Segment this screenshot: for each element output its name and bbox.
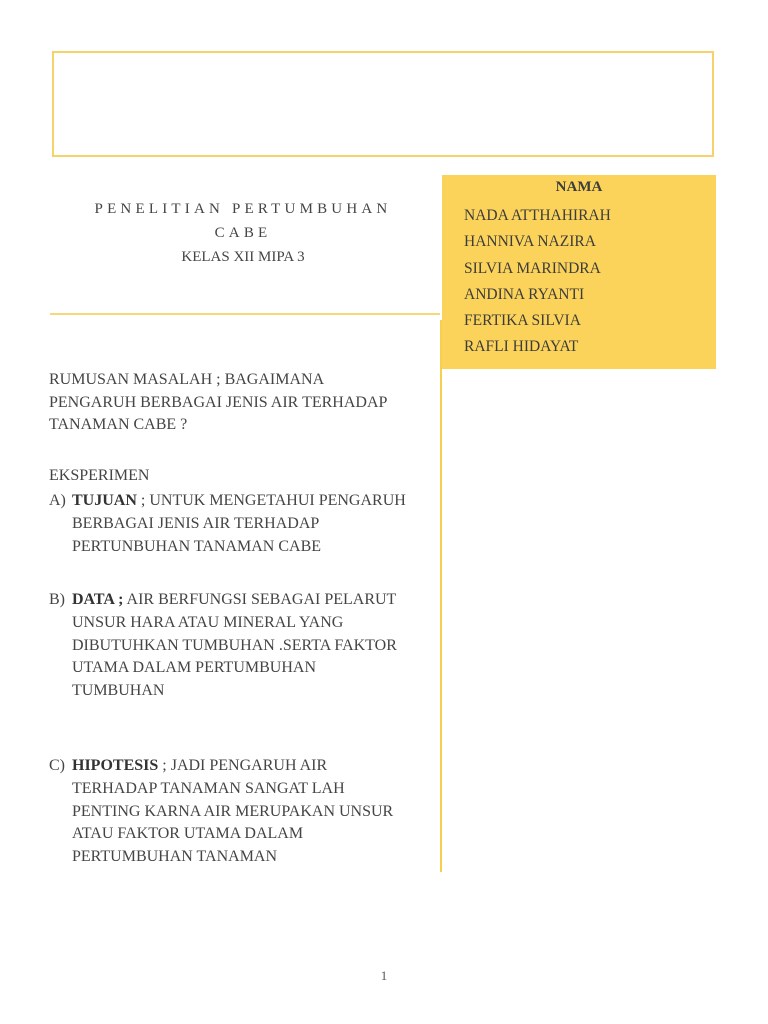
item-marker: A) <box>49 492 66 509</box>
item-text: AIR BERFUNGSI SEBAGAI PELARUT <box>123 591 397 608</box>
rumusan-line: RUMUSAN MASALAH ; BAGAIMANA <box>49 371 325 388</box>
item-tujuan <box>49 490 441 558</box>
rumusan-line: TANAMAN CABE ? <box>49 416 188 433</box>
list-item: FERTIKA SILVIA <box>464 312 581 330</box>
item-line: TUMBUHAN <box>72 682 165 700</box>
header-box <box>52 51 714 157</box>
item-line: ATAU FAKTOR UTAMA DALAM <box>72 825 304 843</box>
names-list <box>464 203 714 356</box>
eksperimen-heading: EKSPERIMEN <box>49 467 150 484</box>
list-item: RAFLI HIDAYAT <box>464 338 579 356</box>
item-line: PENTING KARNA AIR MERUPAKAN UNSUR <box>72 802 394 820</box>
list-item: ANDINA RYANTI <box>464 285 585 303</box>
item-line: BERBAGAI JENIS AIR TERHADAP <box>72 514 320 532</box>
item-label: HIPOTESIS <box>72 757 159 774</box>
title-line-1: PENELITIAN PERTUMBUHAN <box>94 201 392 217</box>
item-marker: B) <box>49 591 65 608</box>
list-item: HANNIVA NAZIRA <box>464 233 596 251</box>
item-label: TUJUAN <box>72 492 137 509</box>
names-panel <box>442 175 716 369</box>
item-marker: C) <box>49 757 65 774</box>
item-line: PERTUMBUHAN TANAMAN <box>72 848 278 866</box>
title-line-2: CABE <box>214 225 272 241</box>
item-line: PERTUNBUHAN TANAMAN CABE <box>72 537 322 555</box>
class-label: KELAS XII MIPA 3 <box>181 249 305 265</box>
item-text: ; UNTUK MENGETAHUI PENGARUH <box>136 492 406 509</box>
rumusan-masalah <box>49 369 441 437</box>
item-line: UNSUR HARA ATAU MINERAL YANG <box>72 613 344 631</box>
item-line: UTAMA DALAM PERTUMBUHAN <box>72 659 316 677</box>
item-label: DATA ; <box>72 591 124 608</box>
list-item: NADA ATTHAHIRAH <box>464 207 611 224</box>
list-item: SILVIA MARINDRA <box>464 259 601 277</box>
item-hipotesis <box>49 755 441 869</box>
item-line: DIBUTUHKAN TUMBUHAN .SERTA FAKTOR <box>72 636 397 654</box>
item-line: TERHADAP TANAMAN SANGAT LAH <box>72 779 345 797</box>
rumusan-line: PENGARUH BERBAGAI JENIS AIR TERHADAP <box>49 393 388 411</box>
page-number: 1 <box>380 968 388 983</box>
names-heading: NAMA <box>555 179 603 195</box>
item-text: ; JADI PENGARUH AIR <box>158 757 328 774</box>
title-divider <box>50 313 440 315</box>
item-data <box>49 589 441 703</box>
document-title <box>60 197 426 269</box>
